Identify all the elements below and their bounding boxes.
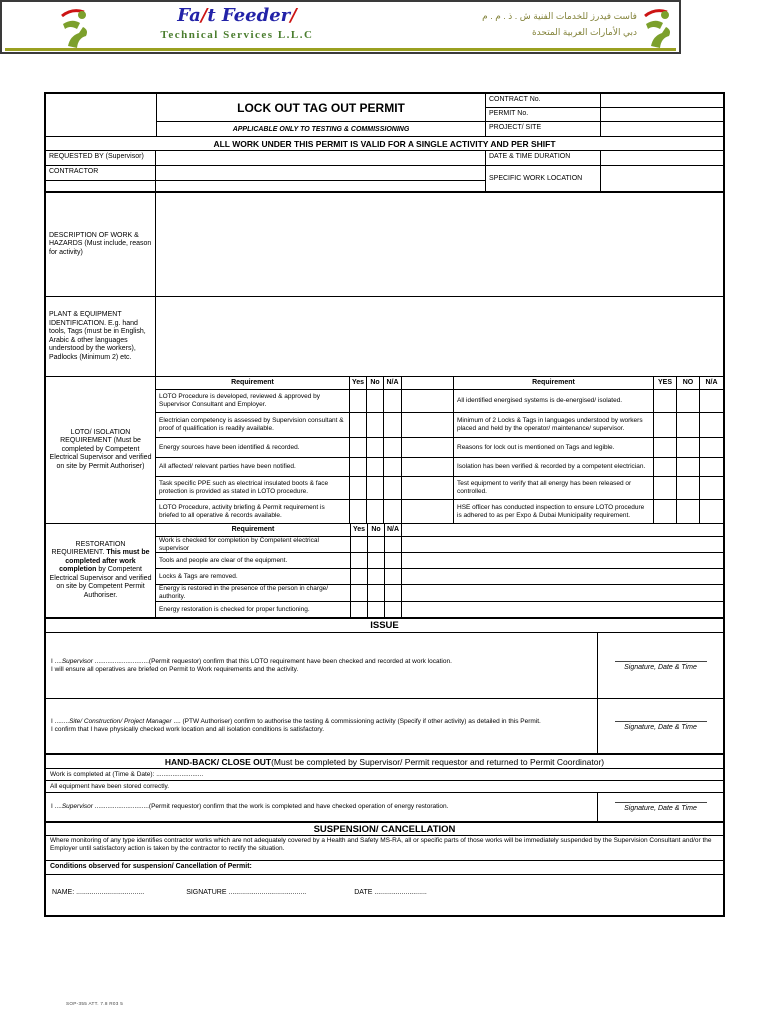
requirement-text: All affected/ relevant parties have been notified. [156, 458, 350, 476]
handback-equipment-row: All equipment have been stored correctly. [46, 781, 723, 793]
yes-cell[interactable] [350, 500, 367, 523]
title-center [156, 94, 486, 136]
brand-subtitle: Technical Services L.L.C [160, 29, 314, 41]
brand-block [117, 5, 357, 41]
na-cell[interactable] [385, 602, 401, 617]
no-header: No [367, 377, 384, 389]
requirement-text: Energy sources have been identified & recorded. [156, 438, 350, 457]
requirement-text: Locks & Tags are removed. [156, 569, 351, 584]
no-cell[interactable] [368, 553, 385, 568]
request-spare-field[interactable] [156, 181, 486, 191]
restoration-label-seg2: This must be completed after work completion [59, 549, 150, 574]
contractor-label: CONTRACTOR [46, 166, 156, 180]
restoration-row [156, 602, 401, 617]
loto-section-label: LOTO/ ISOLATION REQUIREMENT (Must be completed by Competent Electrical Supervisor and verified on site by Permit Authoriser) [46, 377, 156, 523]
work-location-value[interactable] [601, 166, 723, 191]
brand-name [117, 5, 357, 27]
requirement-text: LOTO Procedure is developed, reviewed & approved by Supervisor Consultant and Employer. [156, 390, 350, 412]
signature-cell[interactable] [598, 793, 723, 821]
handback-confirm-text [46, 793, 598, 821]
restoration-label-text [49, 541, 152, 601]
confirm-role: Supervisor [61, 657, 93, 665]
no-cell[interactable] [367, 413, 384, 437]
page-subtitle: APPLICABLE ONLY TO TESTING & COMMISSIONING [232, 125, 410, 133]
requirement-text: Isolation has been verified & recorded by a competent electrician. [454, 458, 654, 476]
na-cell[interactable] [385, 569, 401, 584]
na-cell[interactable] [384, 413, 401, 437]
yes-cell[interactable] [350, 477, 367, 499]
issue-manager-line2: I confirm that I have physically checked work location and all isolation conditions is satisfactory. [51, 726, 325, 733]
no-cell[interactable] [367, 438, 384, 457]
loto-right-table [454, 377, 723, 523]
brand-arabic [387, 8, 637, 40]
contractor-row [46, 166, 486, 181]
signature-cell[interactable] [598, 699, 723, 753]
restoration-row [156, 585, 401, 602]
description-label: DESCRIPTION OF WORK & HAZARDS (Must include, reason for activity) [46, 193, 156, 296]
contract-no-label: CONTRACT No. [486, 94, 601, 107]
no-cell[interactable] [368, 602, 385, 617]
handback-header-rest: (Must be completed by Supervisor/ Permit requestor and returned to Permit Coordinator) [271, 756, 605, 767]
suspension-sign-row [46, 875, 723, 915]
yes-header: Yes [350, 377, 367, 389]
signature-label: Signature, Date & Time [624, 805, 697, 812]
permit-form [44, 92, 725, 917]
loto-gap-column [402, 377, 454, 523]
letterhead [0, 0, 681, 54]
yes-cell[interactable] [351, 553, 368, 568]
loto-left-row [156, 458, 401, 477]
loto-left-row [156, 390, 401, 413]
no-cell[interactable] [677, 477, 700, 499]
letterhead-divider [5, 48, 676, 51]
handback-time-row[interactable]: Work is completed at (Time & Date): .......................... [46, 769, 723, 781]
restoration-row [156, 553, 401, 569]
plant-field[interactable] [156, 297, 723, 376]
na-cell[interactable] [384, 500, 401, 523]
brand-slash-accent: / [200, 5, 208, 26]
issue-block-supervisor [46, 633, 723, 699]
no-cell[interactable] [367, 390, 384, 412]
na-cell[interactable] [384, 458, 401, 476]
work-location-row [486, 166, 723, 191]
requirement-header: Requirement [156, 524, 351, 536]
no-header: No [368, 524, 385, 536]
signature-line [615, 661, 707, 662]
runner-logo-icon [643, 6, 673, 48]
na-cell[interactable] [385, 537, 401, 552]
no-cell[interactable] [677, 438, 700, 457]
suspension-date-field[interactable]: DATE ........................... [354, 889, 427, 896]
title-empty-cell [46, 94, 156, 136]
loto-right-row [454, 413, 723, 438]
requirement-text: HSE officer has conducted inspection to ensure LOTO procedure is adhered to as per Expo & Dubai Municipality requirement. [454, 500, 654, 523]
yes-cell[interactable] [350, 458, 367, 476]
no-cell[interactable] [677, 390, 700, 412]
yes-cell[interactable] [350, 413, 367, 437]
issue-supervisor-text [46, 633, 598, 698]
na-cell[interactable] [385, 553, 401, 568]
requirement-text: All identified energised systems is de-energised/ isolated. [454, 390, 654, 412]
page-title: LOCK OUT TAG OUT PERMIT [157, 94, 485, 122]
yes-cell[interactable] [654, 413, 677, 437]
yes-cell[interactable] [351, 602, 368, 617]
permit-no-label: PERMIT No. [486, 108, 601, 121]
issue-supervisor-line2: I will ensure all operatives are briefed on Permit to Work requirements and the activity. [51, 665, 299, 673]
signature-line [615, 802, 707, 803]
no-cell[interactable] [367, 500, 384, 523]
yes-cell[interactable] [654, 477, 677, 499]
requirement-text: Energy is restored in the presence of the person in charge/ authority. [156, 585, 351, 601]
confirm-statement: ..............................(Permit requestor) confirm that the work is completed and have checked operation of energy restoration. [92, 803, 449, 810]
issue-block-manager [46, 699, 723, 755]
restoration-header [156, 524, 401, 537]
suspension-header: SUSPENSION/ CANCELLATION [46, 823, 723, 836]
no-cell[interactable] [677, 413, 700, 437]
description-field[interactable] [156, 193, 723, 296]
requirement-text: Work is checked for completion by Competent electrical supervisor [156, 537, 351, 552]
na-cell[interactable] [384, 438, 401, 457]
na-header: N/A [705, 378, 718, 386]
restoration-row [156, 569, 401, 585]
request-right [486, 151, 723, 191]
yes-header: YES [654, 377, 677, 389]
na-header: N/A [386, 525, 400, 533]
brand-arabic-line2: دبي الأمارات العربية المتحدة [531, 27, 637, 37]
restoration-extension [402, 524, 723, 617]
yes-cell[interactable] [351, 537, 368, 552]
na-cell[interactable] [700, 477, 723, 499]
no-cell[interactable] [368, 537, 385, 552]
contractor-field[interactable] [156, 166, 486, 180]
loto-left-table [156, 377, 402, 523]
restoration-row [156, 537, 401, 553]
confirm-statement: .... (PTW Authoriser) confirm to authorise the testing & commissioning activity (Specify if other activity) as detailed in this Permit. [171, 718, 541, 725]
runner-logo-icon [60, 6, 90, 48]
na-cell[interactable] [700, 438, 723, 457]
loto-right-row [454, 458, 723, 477]
requested-by-label: REQUESTED BY (Supervisor) [46, 151, 156, 165]
requested-by-row [46, 151, 486, 166]
contract-no-value[interactable] [601, 94, 723, 107]
request-left [46, 151, 486, 191]
handback-header [46, 755, 723, 769]
signature-label: Signature, Date & Time [624, 724, 697, 731]
confirm-role: Site/ Construction/ Project Manager [69, 718, 172, 725]
na-cell[interactable] [385, 585, 401, 601]
yes-cell[interactable] [654, 500, 677, 523]
suspension-signature-field[interactable]: SIGNATURE ........................................ [186, 889, 307, 896]
project-site-row [486, 122, 723, 136]
no-cell[interactable] [368, 569, 385, 584]
yes-cell[interactable] [654, 438, 677, 457]
loto-left-header [156, 377, 401, 390]
title-block [46, 94, 723, 137]
requirement-text: Reasons for lock out is mentioned on Tags and legible. [454, 438, 654, 457]
no-cell[interactable] [367, 458, 384, 476]
yes-cell[interactable] [350, 438, 367, 457]
restoration-section [46, 524, 723, 619]
signature-line [615, 721, 707, 722]
confirm-prefix: I .... [51, 803, 62, 810]
loto-right-row [454, 500, 723, 523]
suspension-conditions-label: Conditions observed for suspension/ Cancellation of Permit: [46, 861, 723, 875]
request-block [46, 151, 723, 193]
no-cell[interactable] [677, 500, 700, 523]
yes-header: Yes [351, 524, 368, 536]
document-reference: SOP-355 ATT. 7.8 R03 5 [66, 1001, 124, 1007]
permit-meta [486, 94, 723, 136]
description-section [46, 193, 723, 297]
issue-header: ISSUE [46, 619, 723, 633]
na-header: N/A [386, 378, 399, 386]
permit-no-row [486, 108, 723, 122]
restoration-table [156, 524, 402, 617]
loto-left-row [156, 500, 401, 523]
loto-right-header [454, 377, 723, 390]
plant-section [46, 297, 723, 377]
no-cell[interactable] [368, 585, 385, 601]
yes-cell[interactable] [351, 569, 368, 584]
na-cell[interactable] [384, 477, 401, 499]
restoration-section-label [46, 524, 156, 617]
brand-seg: Fa [177, 5, 201, 26]
handback-confirm-line [51, 803, 592, 811]
na-cell[interactable] [700, 500, 723, 523]
issue-manager-line1 [51, 718, 592, 726]
handback-confirm-block [46, 793, 723, 823]
brand-seg: t Feeder [207, 5, 291, 26]
confirm-prefix: I .... [51, 657, 62, 665]
confirm-prefix: I ........ [51, 718, 70, 725]
na-cell[interactable] [700, 458, 723, 476]
signature-label: Signature, Date & Time [624, 663, 697, 671]
loto-section [46, 377, 723, 524]
yes-cell[interactable] [654, 390, 677, 412]
na-cell[interactable] [384, 390, 401, 412]
brand-slash-accent: / [290, 5, 297, 26]
brand-arabic-line1: فاست فيدرز للخدمات الفنية ش . ذ . م . م [482, 11, 637, 21]
confirm-role: Supervisor [61, 803, 93, 810]
requested-by-field[interactable] [156, 151, 486, 165]
yes-cell[interactable] [654, 458, 677, 476]
requirement-header: Requirement [454, 377, 654, 389]
yes-cell[interactable] [350, 390, 367, 412]
date-time-row [486, 151, 723, 166]
signature-cell[interactable] [598, 633, 723, 698]
requirement-text: Task specific PPE such as electrical insulated boots & face protection is provided as stated in LOTO procedure. [156, 477, 350, 499]
suspension-name-field[interactable]: NAME: ................................... [52, 889, 145, 896]
handback-header-bold: HAND-BACK/ CLOSE OUT [164, 756, 272, 767]
loto-right-row [454, 438, 723, 458]
validity-banner: ALL WORK UNDER THIS PERMIT IS VALID FOR A SINGLE ACTIVITY AND PER SHIFT [46, 137, 723, 151]
no-cell[interactable] [677, 458, 700, 476]
loto-right-row [454, 477, 723, 500]
restoration-label-seg3: by Competent Electrical Supervisor and verified on site by Competent Permit Authoriser. [49, 566, 152, 599]
loto-left-row [156, 413, 401, 438]
project-site-value[interactable] [601, 122, 723, 136]
requirement-text: Minimum of 2 Locks & Tags in languages understood by workers placed and held by the operator/ maintenance/ supervisor. [454, 413, 654, 437]
permit-no-value[interactable] [601, 108, 723, 121]
date-time-label: DATE & TIME DURATION [486, 151, 601, 165]
restoration-label-seg1: RESTORATION REQUIREMENT. [51, 540, 126, 557]
requirement-text: LOTO Procedure, activity briefing & Permit requirement is briefed to all operative & records available. [156, 500, 350, 523]
requirement-text: Electrician competency is assessed by Supervision consultant & proof of qualification is readily available. [156, 413, 350, 437]
loto-left-row [156, 477, 401, 500]
na-cell[interactable] [700, 413, 723, 437]
request-spare-row [46, 181, 486, 191]
yes-cell[interactable] [351, 585, 368, 601]
requirement-text: Energy restoration is checked for proper functioning. [156, 602, 351, 617]
issue-manager-text [46, 699, 598, 753]
requirement-text: Test equipment to verify that all energy has been released or controlled. [454, 477, 654, 499]
confirm-statement: ..............................(Permit requestor) confirm that this LOTO requirement have been checked and recorded at work location. [92, 657, 452, 665]
work-location-label: SPECIFIC WORK LOCATION [486, 166, 601, 191]
request-spare-label [46, 181, 156, 191]
loto-left-row [156, 438, 401, 458]
suspension-paragraph: Where monitoring of any type identifies contractor works which are not adequately covered by a Health and Safety MS-RA, all or specific parts of those works will be immediately suspended by the Supervision Consultant and/or the Employer until satisfactory action is taken by the contractor to rectify the situation. [46, 836, 723, 861]
project-site-label: PROJECT/ SITE [486, 122, 601, 136]
date-time-value[interactable] [601, 151, 723, 165]
contract-no-row [486, 94, 723, 108]
na-cell[interactable] [700, 390, 723, 412]
no-cell[interactable] [367, 477, 384, 499]
requirement-header: Requirement [156, 377, 350, 389]
loto-right-row [454, 390, 723, 413]
no-header: NO [677, 377, 700, 389]
requirement-text: Tools and people are clear of the equipment. [156, 553, 351, 568]
plant-label: PLANT & EQUIPMENT IDENTIFICATION. E.g. hand tools, Tags (must be in English, Arabic & other languages understood by the workers), Padlocks (Minimum 2) etc. [46, 297, 156, 376]
issue-supervisor-line1 [51, 658, 592, 666]
